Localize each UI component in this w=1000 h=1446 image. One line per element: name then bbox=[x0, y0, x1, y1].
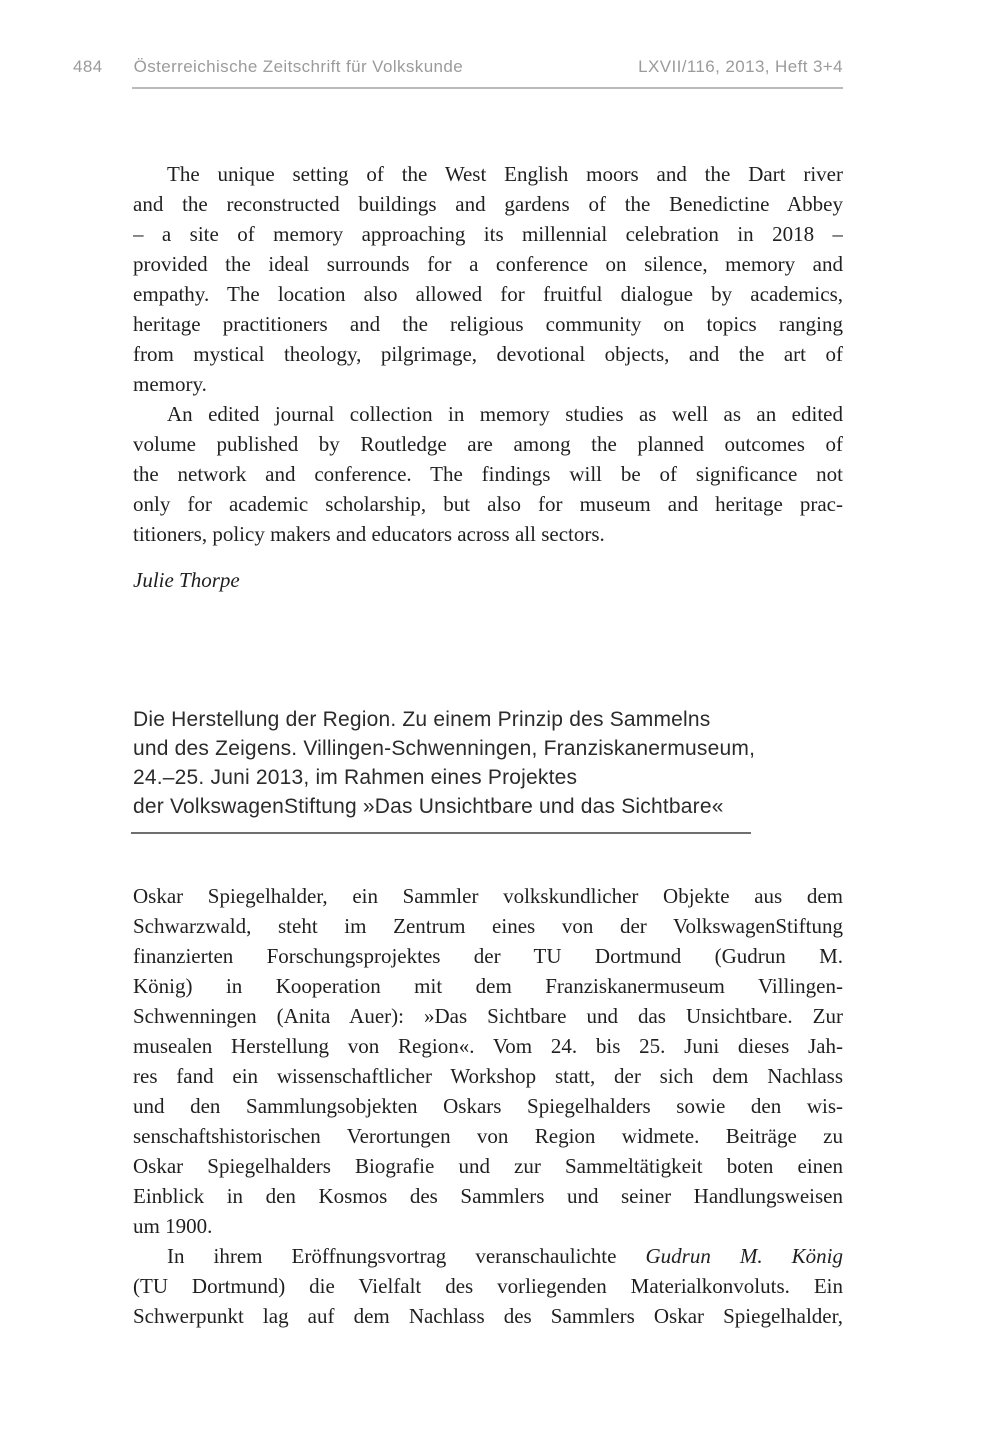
heading-line: der VolkswagenStiftung »Das Unsichtbare und das Sichtbare« bbox=[133, 795, 724, 818]
report-english-body bbox=[133, 159, 843, 549]
text-line: König) in Kooperation mit dem Franziskanermuseum Villingen- bbox=[133, 974, 843, 998]
text-line bbox=[133, 1241, 843, 1271]
text-line: and the reconstructed buildings and gardens of the Benedictine Abbey bbox=[133, 192, 843, 216]
issue-info: LXVII/116, 2013, Heft 3+4 bbox=[638, 57, 843, 76]
text-line: from mystical theology, pilgrimage, devotional objects, and the art of bbox=[133, 342, 843, 366]
text-line: Schwarzwald, steht im Zentrum eines von der VolkswagenStiftung bbox=[133, 914, 843, 938]
text-line: senschaftshistorischen Verortungen von Region widmete. Beiträge zu bbox=[133, 1124, 843, 1148]
text-segment: In ihrem Eröffnungsvortrag veranschaulichte bbox=[167, 1244, 646, 1268]
text-line: Schwenningen (Anita Auer): »Das Sichtbare und das Unsichtbare. Zur bbox=[133, 1004, 843, 1028]
running-header bbox=[73, 57, 843, 77]
text-line: Schwerpunkt lag auf dem Nachlass des Sammlers Oskar Spiegelhalder, bbox=[133, 1304, 843, 1328]
italic-name: Gudrun M. König bbox=[645, 1244, 843, 1268]
text-line: An edited journal collection in memory studies as well as an edited bbox=[167, 402, 843, 426]
text-line: musealen Herstellung von Region«. Vom 24. bis 25. Juni dieses Jah- bbox=[133, 1034, 843, 1058]
section-heading bbox=[133, 705, 843, 821]
text-line: Einblick in den Kosmos des Sammlers und seiner Handlungsweisen bbox=[133, 1184, 843, 1208]
text-line: the network and conference. The findings will be of significance not bbox=[133, 462, 843, 486]
heading-line: und des Zeigens. Villingen-Schwenningen, Franziskanermuseum, bbox=[133, 737, 756, 760]
page-number: 484 bbox=[73, 57, 103, 76]
text-line: – a site of memory approaching its millennial celebration in 2018 – bbox=[133, 222, 843, 246]
text-line: finanzierten Forschungsprojektes der TU Dortmund (Gudrun M. bbox=[133, 944, 843, 968]
heading-line: 24.–25. Juni 2013, im Rahmen eines Projektes bbox=[133, 766, 578, 789]
text-line: Oskar Spiegelhalders Biografie und zur Sammeltätigkeit boten einen bbox=[133, 1154, 843, 1178]
text-line: memory. bbox=[133, 372, 207, 396]
text-line: titioners, policy makers and educators across all sectors. bbox=[133, 522, 605, 546]
heading-line: Die Herstellung der Region. Zu einem Prinzip des Sammelns bbox=[133, 708, 711, 731]
text-line: empathy. The location also allowed for fruitful dialogue by academics, bbox=[133, 282, 843, 306]
text-line: (TU Dortmund) die Vielfalt des vorliegenden Materialkonvoluts. Ein bbox=[133, 1274, 843, 1298]
report-german-body bbox=[133, 881, 843, 1331]
text-line: only for academic scholarship, but also for museum and heritage prac- bbox=[133, 492, 843, 516]
heading-rule bbox=[131, 832, 751, 834]
text-line: heritage practitioners and the religious community on topics ranging bbox=[133, 312, 843, 336]
text-line: und den Sammlungsobjekten Oskars Spiegelhalders sowie den wis- bbox=[133, 1094, 843, 1118]
journal-title: Österreichische Zeitschrift für Volkskunde bbox=[133, 57, 464, 76]
text-line: volume published by Routledge are among the planned outcomes of bbox=[133, 432, 843, 456]
header-rule bbox=[132, 87, 843, 89]
text-line: Oskar Spiegelhalder, ein Sammler volkskundlicher Objekte aus dem bbox=[133, 884, 843, 908]
text-line: res fand ein wissenschaftlicher Workshop statt, der sich dem Nachlass bbox=[133, 1064, 843, 1088]
author-byline: Julie Thorpe bbox=[133, 568, 240, 592]
text-line: provided the ideal surrounds for a conference on silence, memory and bbox=[133, 252, 843, 276]
text-line: The unique setting of the West English moors and the Dart river bbox=[167, 162, 843, 186]
text-line: um 1900. bbox=[133, 1214, 213, 1238]
